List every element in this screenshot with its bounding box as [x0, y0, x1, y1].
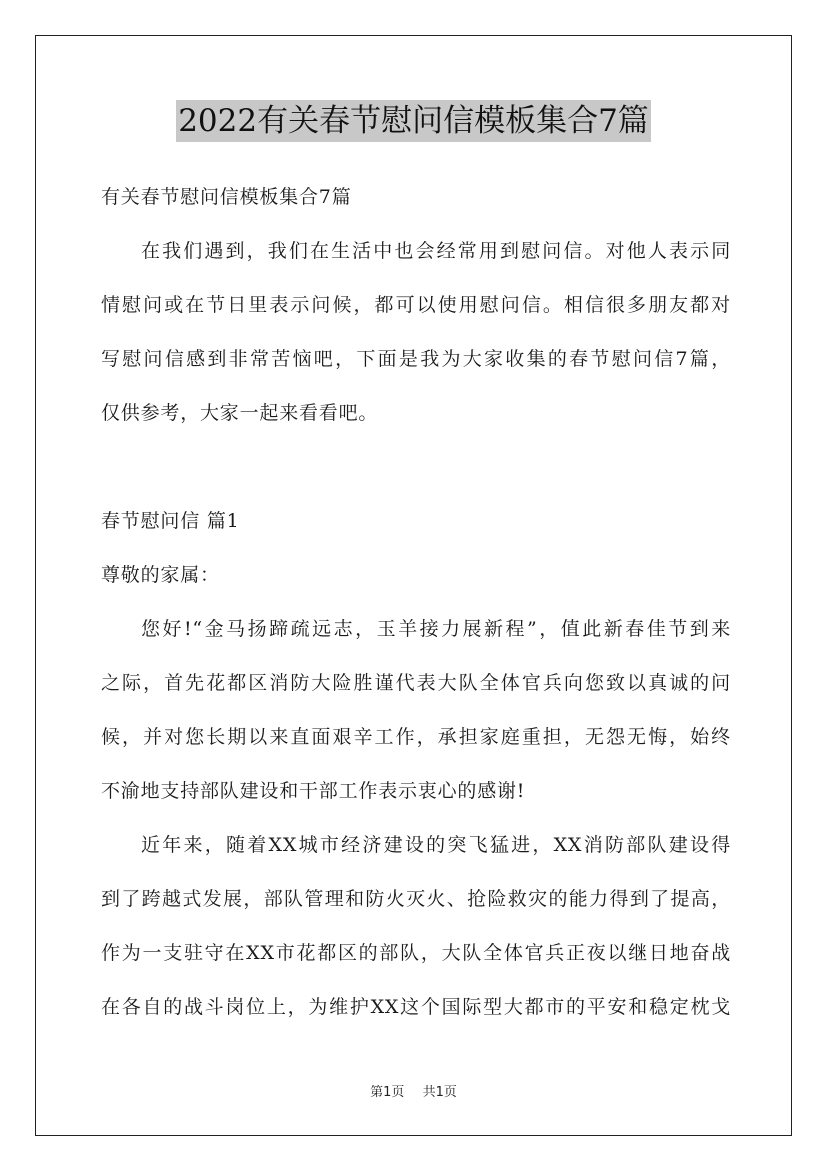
paragraph-line: 您好!“金马扬蹄疏远志，玉羊接力展新程”，值此新春佳节到来	[141, 618, 731, 640]
intro-line: 仅供参考，大家一起来看看吧。	[101, 402, 379, 424]
page-number-current: 第1页	[370, 1085, 405, 1100]
salutation: 尊敬的家属：	[101, 564, 220, 586]
section-heading: 春节慰问信 篇1	[101, 510, 240, 532]
document-body	[101, 170, 731, 1034]
page-footer	[0, 1081, 827, 1100]
paragraph-line: 作为一支驻守在XX市花都区的部队，大队全体官兵正夜以继日地奋战	[101, 942, 731, 964]
page-number-total: 共1页	[422, 1085, 457, 1100]
document-subtitle: 有关春节慰问信模板集合7篇	[101, 186, 352, 208]
paragraph-line: 不渝地支持部队建设和干部工作表示衷心的感谢!	[101, 780, 526, 802]
paragraph-line: 在各自的战斗岗位上，为维护XX这个国际型大都市的平安和稳定枕戈	[101, 996, 731, 1018]
paragraph-line: 候，并对您长期以来直面艰辛工作，承担家庭重担，无怨无悔，始终	[101, 726, 731, 748]
intro-line: 写慰问信感到非常苦恼吧，下面是我为大家收集的春节慰问信7篇，	[101, 348, 731, 370]
title-container	[0, 100, 827, 142]
paragraph-line: 到了跨越式发展，部队管理和防火灭火、抢险救灾的能力得到了提高，	[101, 888, 731, 910]
document-title: 2022有关春节慰问信模板集合7篇	[176, 100, 651, 142]
blank-line	[101, 440, 731, 494]
intro-line: 在我们遇到，我们在生活中也会经常用到慰问信。对他人表示同	[141, 240, 731, 262]
intro-line: 情慰问或在节日里表示问候，都可以使用慰问信。相信很多朋友都对	[101, 294, 731, 316]
paragraph-line: 近年来，随着XX城市经济建设的突飞猛进，XX消防部队建设得	[141, 834, 731, 856]
paragraph-line: 之际，首先花都区消防大险胜谨代表大队全体官兵向您致以真诚的问	[101, 672, 731, 694]
